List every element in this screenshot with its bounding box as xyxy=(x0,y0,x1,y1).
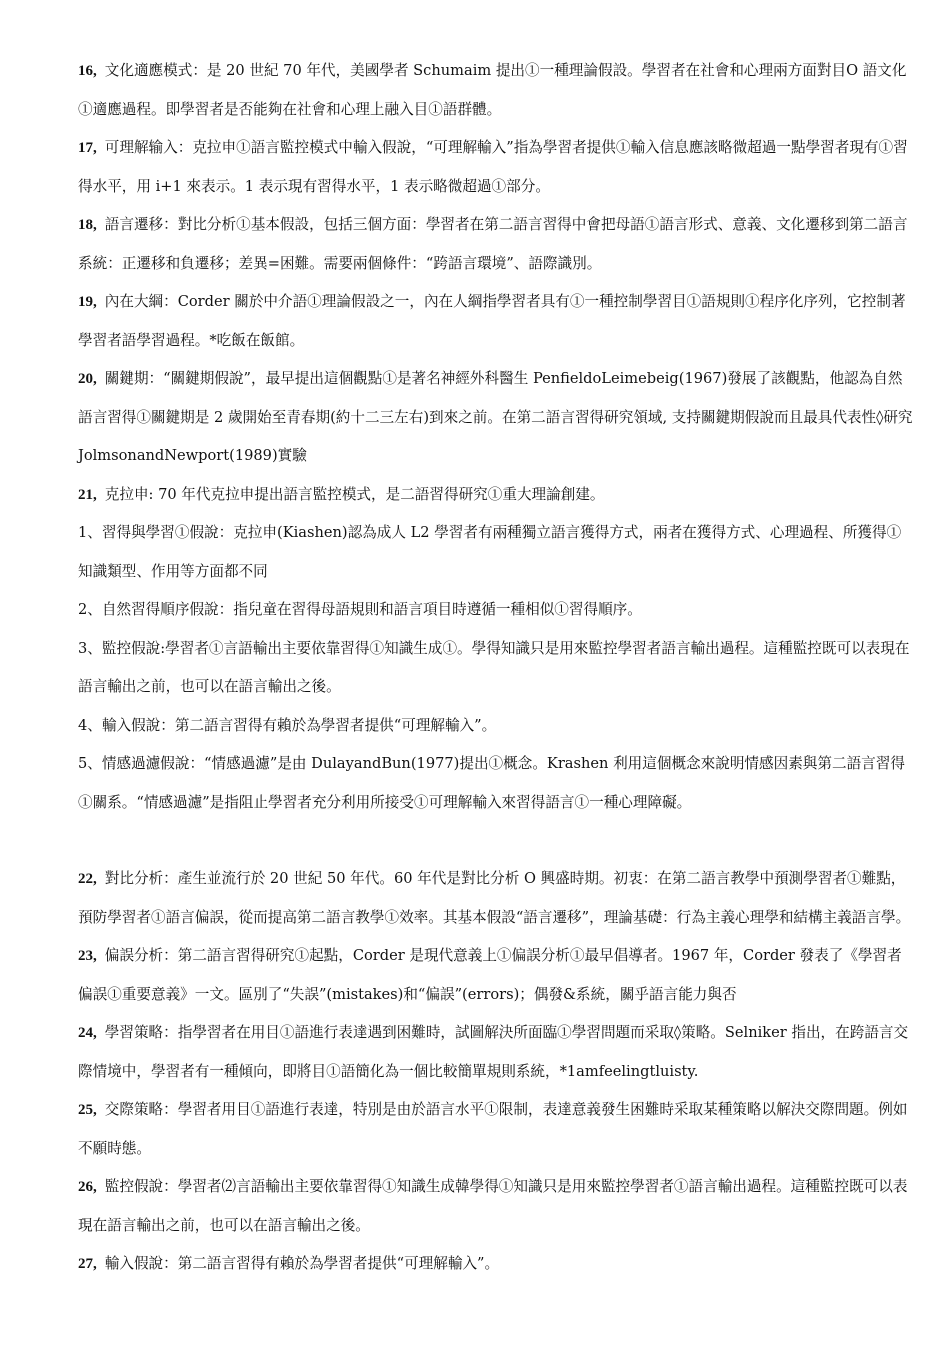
paragraph-text: 可理解输入：克拉申①語言監控模式中輸入假說，“可理解輸入”指為學習者提供①輸入信息應該略微超過一點學習者現有①習得水平，用 i+1 來表示。1 表示現有習得水平，1 表示略微超過①部分。 xyxy=(78,139,908,195)
paragraph-26 xyxy=(78,1168,914,1245)
blank-line xyxy=(78,822,914,860)
paragraph-number: 16, xyxy=(78,63,97,79)
paragraph-text: 對比分析：產生並流行於 20 世紀 50 年代。60 年代是對比分析 O 興盛時期。初衷：在第二語言教學中預測學習者①難點，預防學習者①語言偏誤，從而提高第二語言教學①效率。其基本假設“語言遷移”，理論基礎：行為主義心理學和結構主義語言學。 xyxy=(78,870,911,926)
paragraph-number: 24, xyxy=(78,1025,97,1041)
paragraph-20 xyxy=(78,360,914,476)
paragraph-text: 3、監控假說:學習者①言語輸出主要依靠習得①知識生成①。學得知識只是用來監控學習者語言輸出過程。這種監控既可以表現在語言輸出之前，也可以在語言輸出之後。 xyxy=(78,639,910,695)
paragraph-24 xyxy=(78,1014,914,1091)
paragraph-number: 17, xyxy=(78,140,97,156)
paragraph-text: 交際策略：學習者用目①語進行表達，特別是由於語言水平①限制，表達意義發生困難時采取某種策略以解決交際問題。例如不願時態。 xyxy=(78,1101,908,1157)
paragraph-text: 克拉申: 70 年代克拉申提出語言監控模式，是二語習得研究①重大理論創建。 xyxy=(104,485,605,503)
sub-item-5 xyxy=(78,745,914,822)
paragraph-number: 21, xyxy=(78,486,97,503)
paragraph-number: 22, xyxy=(78,871,97,887)
sub-item-3 xyxy=(78,630,914,707)
paragraph-number: 19, xyxy=(78,294,97,310)
paragraph-number: 27, xyxy=(78,1256,97,1272)
paragraph-27 xyxy=(78,1245,914,1284)
paragraph-text: 內在大綱：Corder 關於中介語①理論假設之一，內在人綱指學習者具有①一種控制學習目①語規則①程序化序列，它控制著學習者語學習過程。*吃飯在飯館。 xyxy=(78,293,906,349)
paragraph-number: 25, xyxy=(78,1102,97,1118)
paragraph-18 xyxy=(78,206,914,283)
sub-item-2 xyxy=(78,591,914,630)
paragraph-text: 語言遷移：對比分析①基本假設，包括三個方面：學習者在第二語言習得中會把母語①語言形式、意義、文化遷移到第二語言系統：正遷移和負遷移；差異=困難。需要兩個條件：“跨語言環境”、語際識別。 xyxy=(78,216,908,272)
paragraph-text: 5、情感過濾假說：“情感過濾”是由 DulayandBun(1977)提出①概念。Krashen 利用這個概念來說明情感因素與第二語言習得①關系。“情感過濾”是指阻止學習者充分利用所接受①可理解輸入來習得語言①一種心理障礙。 xyxy=(78,755,905,811)
paragraph-number: 23, xyxy=(78,948,97,964)
sub-item-1 xyxy=(78,514,914,591)
paragraph-22 xyxy=(78,860,914,937)
paragraph-text: 監控假說：學習者⑵言語輸出主要依靠習得①知識生成韓學得①知識只是用來監控學習者①語言輸出過程。這種監控既可以表現在語言輸出之前，也可以在語言輸出之後。 xyxy=(78,1178,908,1234)
paragraph-17 xyxy=(78,129,914,206)
sub-item-4 xyxy=(78,707,914,746)
paragraph-19 xyxy=(78,283,914,360)
paragraph-text: 輸入假說：第二語言習得有賴於為學習者提供“可理解輸入”。 xyxy=(104,1255,500,1272)
paragraph-text: 1、習得與學習①假說：克拉申(Kiashen)認為成人 L2 學習者有兩種獨立語言獲得方式，兩者在獲得方式、心理過程、所獲得①知識類型、作用等方面都不同 xyxy=(78,524,902,580)
paragraph-number: 20, xyxy=(78,371,97,387)
paragraph-text: 4、輸入假說：第二語言習得有賴於為學習者提供“可理解輸入”。 xyxy=(78,716,497,734)
paragraph-text: 偏誤分析：第二語言習得研究①起點，Corder 是現代意義上①偏誤分析①最早倡導者。1967 年，Corder 發表了《學習者偏誤①重要意義》一文。區別了“失誤”(mistakes)和“偏誤”(errors)；偶發&系統，關乎語言能力與否 xyxy=(78,947,902,1003)
paragraph-16 xyxy=(78,52,914,129)
paragraph-23 xyxy=(78,937,914,1014)
paragraph-21 xyxy=(78,476,914,515)
paragraph-text: 學習策略：指學習者在用目①語進行表達遇到困難時，試圖解決所面臨①學習問題而采取◊策略。Selniker 指出，在跨語言交際情境中，學習者有一種傾向，即將目①語簡化為一個比較簡單規則系統，*1amfeelingtluisty. xyxy=(78,1024,909,1080)
paragraph-number: 18, xyxy=(78,217,97,233)
paragraph-25 xyxy=(78,1091,914,1168)
paragraph-text: 文化適應模式：是 20 世紀 70 年代，美國學者 Schumaim 提出①一種理論假設。學習者在社會和心理兩方面對目O 語文化①適應過程。即學習者是否能夠在社會和心理上融入目①語群體。 xyxy=(78,62,907,118)
paragraph-number: 26, xyxy=(78,1179,97,1195)
paragraph-text: 關鍵期：“關鍵期假說”，最早提出這個觀點①是著名神經外科醫生 PenfieldoLeimebeig(1967)發展了該觀點，他認為自然語言習得①關鍵期是 2 歲開始至青春期(約十二三左右)到來之前。在第二語言習得研究領域, 支持關鍵期假說而且最具代表性◊研究 JolmsonandNewport(1989)實驗 xyxy=(78,370,913,464)
paragraph-text: 2、自然習得順序假說：指兒童在習得母語規則和語言項目時遵循一種相似①習得順序。 xyxy=(78,601,642,618)
